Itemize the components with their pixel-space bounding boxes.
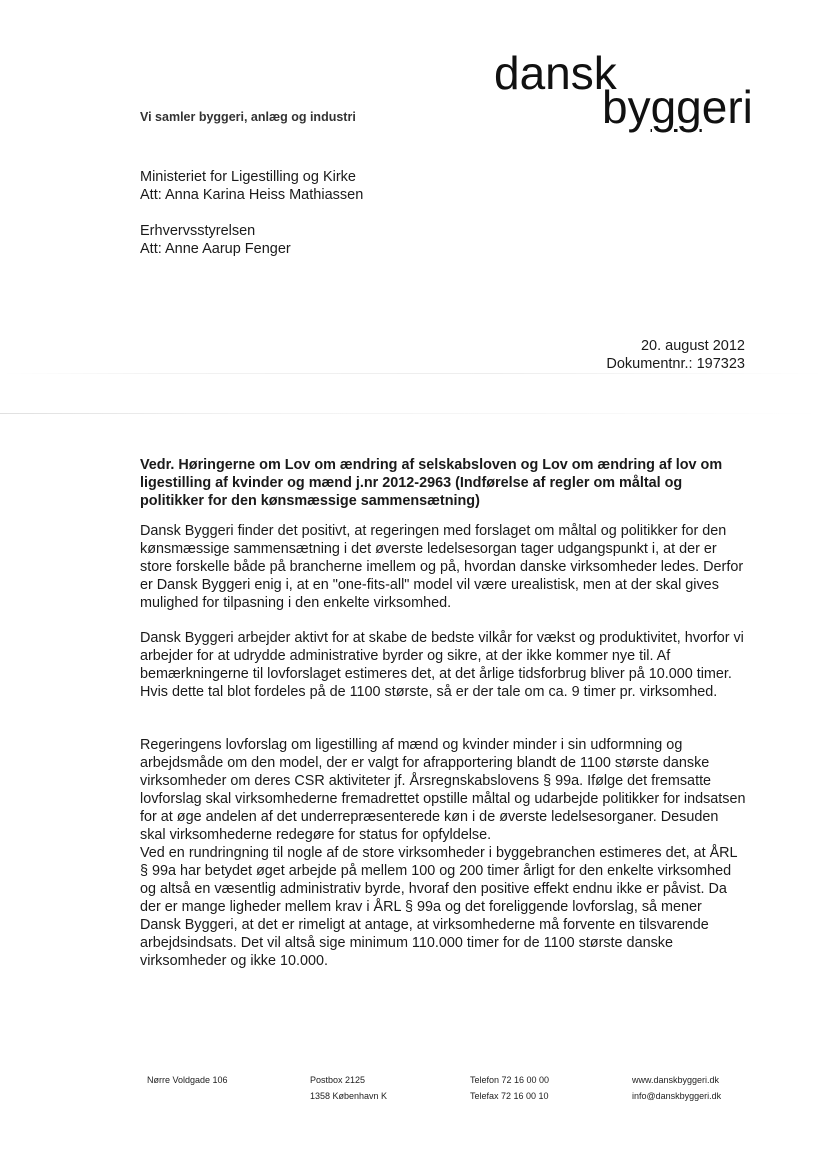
footer-phone <box>470 1072 549 1104</box>
logo-line-dansk: dansk <box>494 47 617 99</box>
logo-part-underlined: gg <box>650 81 702 133</box>
logo-line-byggeri <box>602 81 753 133</box>
footer-address <box>147 1072 228 1088</box>
dansk-byggeri-logo <box>494 47 754 133</box>
footer-street: Nørre Voldgade 106 <box>147 1075 228 1085</box>
recipient-agency <box>140 222 291 258</box>
footer-telephone: Telefon 72 16 00 00 <box>470 1075 550 1085</box>
body-paragraph: Regeringens lovforslag om ligestilling af mænd og kvinder minder i sin udformning og arbejdsmåde om den model, der er valgt for afrapportering blandt de 1100 største danske virksomheder om deres CSR aktiviteter jf. Årsregnskabslovens § 99a. Ifølge det fremsatte lovforslag skal virksomhederne fremadrettet opstille måltal og udarbejde politikker for indsatsen for at øge andelen af det underrepræsenterede køn i de øverste ledelsesorganer. Desuden skal virksomhederne redegøre for status for opfyldelse. <box>140 737 746 843</box>
footer-postbox <box>310 1072 387 1104</box>
body-paragraph: Dansk Byggeri finder det positivt, at regeringen med forslaget om måltal og politikker for den kønsmæssige sammensætning i det øverste ledelsesorgan tager udgangspunkt i, at der er store forskelle både på brancherne imellem og på, hvordan danske virksomheder ledes. Derfor er Dansk Byggeri enig i, at en "one-fits-all" model vil være urealistisk, men at der skal gives mulighed for tilpasning i den enkelte virksomhed. <box>140 523 744 611</box>
scan-artifact-line <box>0 413 827 414</box>
footer-website: www.danskbyggeri.dk <box>632 1075 720 1085</box>
footer-telefax: Telefax 72 16 00 10 <box>470 1091 549 1101</box>
recipient-name: Ministeriet for Ligestilling og Kirke <box>140 169 356 185</box>
footer-email: info@danskbyggeri.dk <box>632 1091 722 1101</box>
recipient-ministry <box>140 168 363 204</box>
tagline: Vi samler byggeri, anlæg og industri <box>140 110 356 124</box>
letter-date: 20. august 2012 <box>640 338 745 354</box>
document-number: Dokumentnr.: 197323 <box>606 356 745 372</box>
body-paragraph: Dansk Byggeri arbejder aktivt for at skabe de bedste vilkår for vækst og produktivitet, hvorfor vi arbejder for at udrydde administrative byrder og sikre, at der ikke kommer nye til. Af bemærkningerne til lovforslaget estimeres det, at det årlige tidsforbrug bliver på 10.000 timer. Hvis dette tal blot fordeles på de 1100 største, så er der tale om ca. 9 timer pr. virksomhed. <box>140 630 744 700</box>
recipient-attention: Att: Anna Karina Heiss Mathiassen <box>140 187 364 203</box>
logo-part-suffix: eri <box>701 81 753 133</box>
recipient-name: Erhvervsstyrelsen <box>140 223 256 239</box>
footer-postbox-line: Postbox 2125 <box>310 1075 366 1085</box>
scan-artifact-line <box>0 373 827 374</box>
footer-city-line: 1358 København K <box>310 1091 388 1101</box>
logo-part-prefix: by <box>602 81 651 133</box>
body-paragraph: Ved en rundringning til nogle af de store virksomheder i byggebranchen estimeres det, at ÅRL § 99a har betydet øget arbejde på mellem 100 og 200 timer årligt for den enkelte virksomhed og altså en væsentlig administrativ byrde, hvoraf den positive effekt endnu ikke er påvist. Da der er mange ligheder mellem krav i ÅRL § 99a og det foreliggende lovforslag, så mener Dansk Byggeri, at det er rimeligt at antage, at virksomhederne må forvente en tilsvarende arbejdsindsats. Det vil altså sige minimum 110.000 timer for de 1100 største danske virksomheder og ikke 10.000. <box>140 845 738 969</box>
date-block <box>606 337 745 373</box>
letter-subject: Vedr. Høringerne om Lov om ændring af selskabsloven og Lov om ændring af lov om ligestilling af kvinder og mænd j.nr 2012-2963 (Indførelse af regler om måltal og politikker for den kønsmæssige sammensætning) <box>140 457 723 509</box>
recipient-attention: Att: Anne Aarup Fenger <box>140 241 291 257</box>
footer-contact <box>632 1072 721 1104</box>
